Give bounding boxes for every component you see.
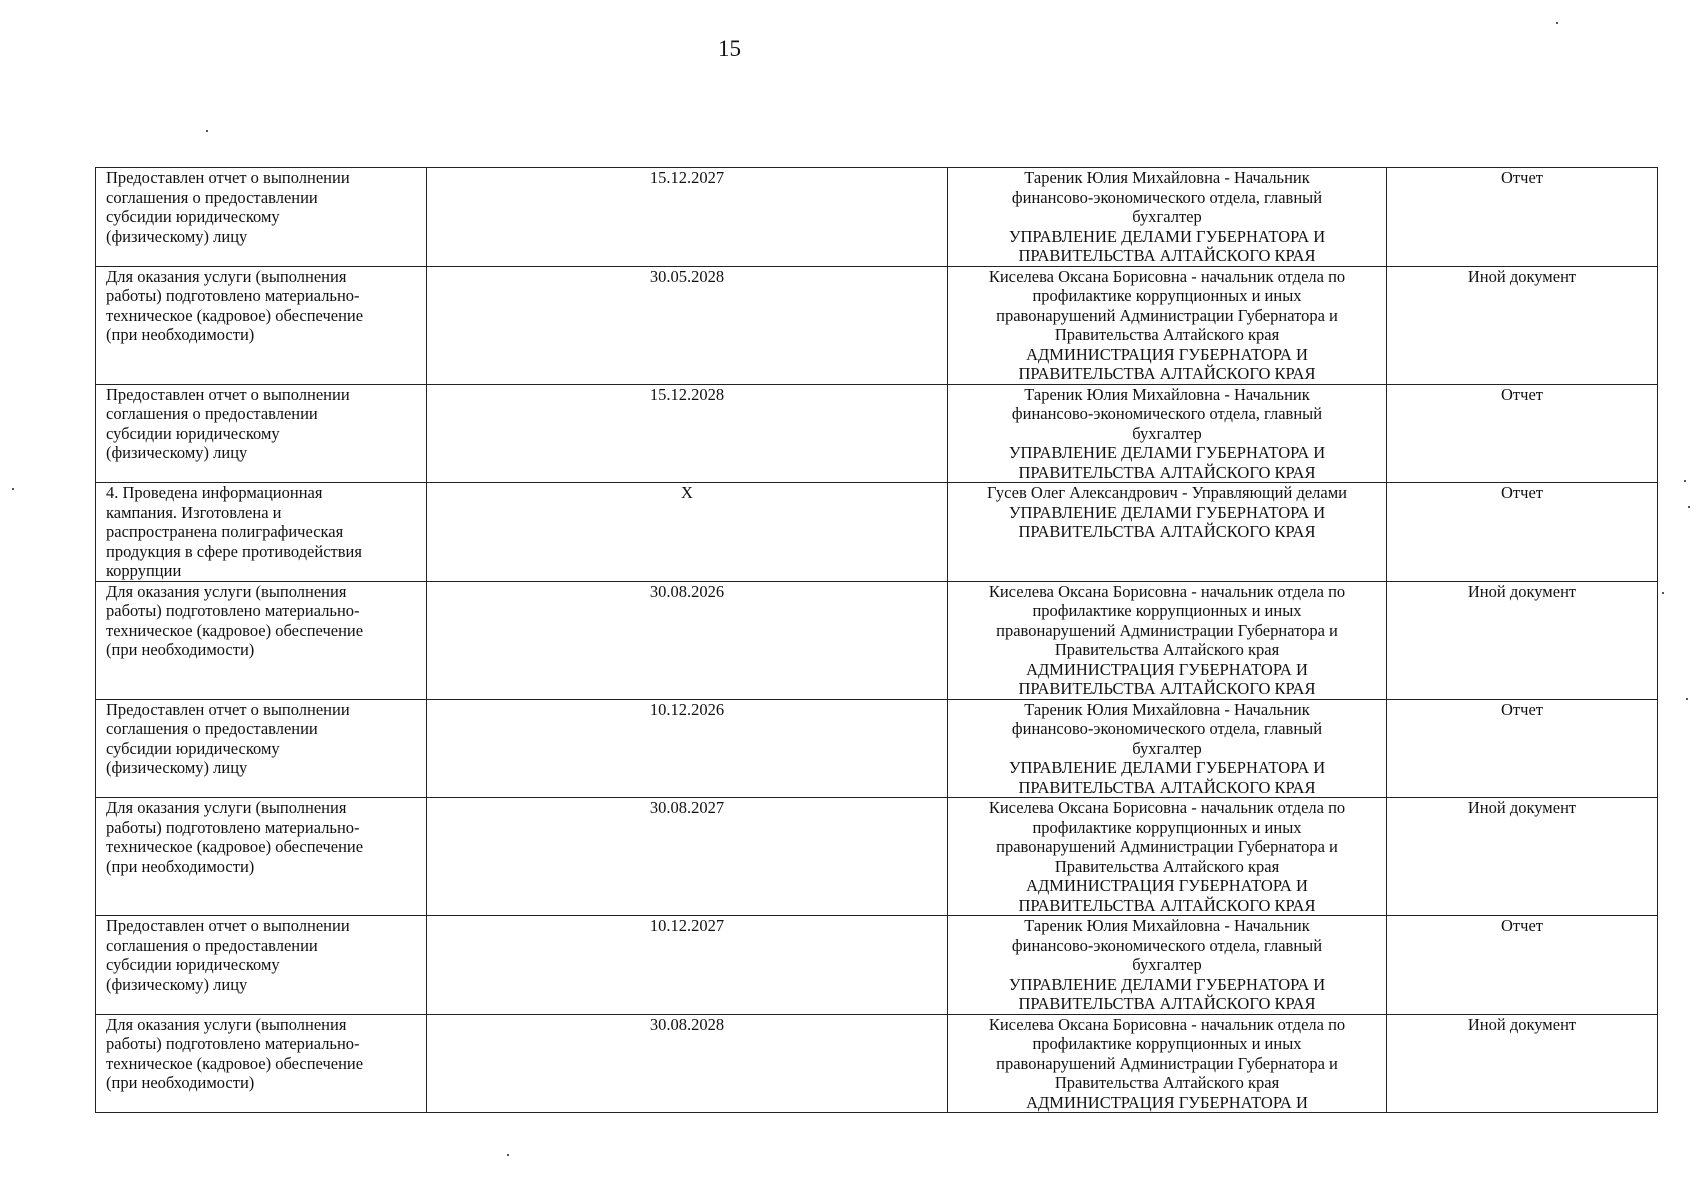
event-line: Предоставлен отчет о выполнении (106, 168, 350, 187)
document-type: Отчет (1501, 916, 1543, 935)
document-type-cell (1387, 916, 1658, 1015)
responsible-line: УПРАВЛЕНИЕ ДЕЛАМИ ГУБЕРНАТОРА И (1008, 758, 1326, 777)
event-line: соглашения о предоставлении (106, 187, 318, 207)
scan-speck (1688, 506, 1690, 508)
event-line: Предоставлен отчет о выполнении (106, 699, 350, 719)
event-line: продукция в сфере противодействия (106, 541, 362, 561)
date-cell (427, 168, 948, 267)
table-row (96, 699, 1658, 798)
event-line: соглашения о предоставлении (106, 935, 318, 955)
document-type-cell (1387, 384, 1658, 483)
event-line: субсидии юридическому (106, 738, 280, 758)
responsible-line: Киселева Оксана Борисовна - начальник отдела по (988, 581, 1346, 601)
responsible-line: Тареник Юлия Михайловна - Начальник (1024, 384, 1310, 404)
document-type-cell (1387, 168, 1658, 267)
document-type-cell (1387, 1014, 1658, 1113)
event-line: (физическому) лицу (106, 226, 248, 246)
responsible-line: ПРАВИТЕЛЬСТВА АЛТАЙСКОГО КРАЯ (1018, 364, 1316, 383)
event-line: Предоставлен отчет о выполнении (106, 384, 350, 404)
date-value: 30.05.2028 (649, 266, 725, 286)
responsible-line: Тареник Юлия Михайловна - Начальник (1024, 916, 1310, 935)
event-line: (физическому) лицу (106, 758, 248, 777)
responsible-line: Правительства Алтайского края (1054, 856, 1280, 876)
date-value: X (681, 483, 693, 502)
event-cell (96, 168, 427, 267)
document-type-cell (1387, 581, 1658, 699)
responsible-line: Киселева Оксана Борисовна - начальник отдела по (988, 266, 1346, 286)
responsible-line: ПРАВИТЕЛЬСТВА АЛТАЙСКОГО КРАЯ (1018, 679, 1316, 698)
table-row (96, 581, 1658, 699)
responsible-line: бухгалтер (1132, 955, 1202, 974)
responsible-cell (948, 916, 1387, 1015)
event-line: Для оказания услуги (выполнения (106, 581, 347, 601)
date-value: 30.08.2027 (649, 798, 725, 817)
date-cell (427, 581, 948, 699)
event-line: работы) подготовлено материально- (106, 601, 360, 620)
responsible-cell (948, 1014, 1387, 1113)
event-line: (физическому) лицу (106, 443, 248, 462)
responsible-line: Правительства Алтайского края (1054, 1073, 1280, 1092)
responsible-line: Правительства Алтайского края (1054, 640, 1280, 659)
date-value: 30.08.2026 (649, 581, 725, 601)
responsible-line: УПРАВЛЕНИЕ ДЕЛАМИ ГУБЕРНАТОРА И (1008, 443, 1326, 462)
responsible-line: ПРАВИТЕЛЬСТВА АЛТАЙСКОГО КРАЯ (1018, 777, 1316, 797)
document-type: Иной документ (1467, 581, 1577, 601)
responsible-cell (948, 384, 1387, 483)
responsible-line: профилактике коррупционных и иных (1032, 286, 1302, 305)
date-cell (427, 916, 948, 1015)
responsible-line: ПРАВИТЕЛЬСТВА АЛТАЙСКОГО КРАЯ (1018, 522, 1316, 541)
responsible-line: правонарушений Администрации Губернатора и (996, 1053, 1338, 1073)
document-type-cell (1387, 699, 1658, 798)
responsible-line: ПРАВИТЕЛЬСТВА АЛТАЙСКОГО КРАЯ (1018, 994, 1316, 1013)
event-cell (96, 1014, 427, 1113)
event-cell (96, 581, 427, 699)
event-line: соглашения о предоставлении (106, 404, 318, 423)
responsible-line: правонарушений Администрации Губернатора и (996, 837, 1338, 856)
responsible-line: правонарушений Администрации Губернатора и (996, 305, 1338, 325)
date-cell (427, 1014, 948, 1113)
event-line: Для оказания услуги (выполнения (106, 798, 347, 817)
document-type-cell (1387, 483, 1658, 582)
responsible-line: Гусев Олег Александрович - Управляющий делами (986, 483, 1347, 502)
responsible-line: профилактике коррупционных и иных (1032, 1034, 1302, 1053)
date-cell (427, 266, 948, 384)
table-row (96, 483, 1658, 582)
scan-speck (1686, 698, 1688, 700)
responsible-line: профилактике коррупционных и иных (1032, 817, 1302, 837)
table-row (96, 168, 1658, 267)
event-line: работы) подготовлено материально- (106, 817, 360, 837)
event-line: (при необходимости) (106, 325, 255, 344)
event-cell (96, 916, 427, 1015)
table-row (96, 916, 1658, 1015)
responsible-line: УПРАВЛЕНИЕ ДЕЛАМИ ГУБЕРНАТОРА И (1008, 502, 1326, 522)
event-line: субсидии юридическому (106, 207, 280, 226)
page-number: 15 (718, 36, 741, 61)
event-line: кампания. Изготовлена и (106, 502, 282, 522)
events-table-body (96, 168, 1658, 1113)
event-line: работы) подготовлено материально- (106, 286, 360, 305)
responsible-line: финансово-экономического отдела, главный (1011, 719, 1323, 738)
event-line: распространена полиграфическая (106, 522, 344, 541)
date-value: 15.12.2028 (649, 384, 725, 404)
document-type: Отчет (1501, 699, 1543, 719)
responsible-line: бухгалтер (1132, 207, 1202, 226)
date-cell (427, 798, 948, 916)
responsible-line: АДМИНИСТРАЦИЯ ГУБЕРНАТОРА И (1026, 1092, 1308, 1112)
responsible-cell (948, 168, 1387, 267)
responsible-line: ПРАВИТЕЛЬСТВА АЛТАЙСКОГО КРАЯ (1018, 895, 1316, 915)
responsible-line: ПРАВИТЕЛЬСТВА АЛТАЙСКОГО КРАЯ (1018, 246, 1316, 265)
responsible-line: Киселева Оксана Борисовна - начальник отдела по (988, 798, 1346, 817)
responsible-cell (948, 699, 1387, 798)
date-value: 10.12.2026 (649, 699, 725, 719)
responsible-line: правонарушений Администрации Губернатора и (996, 620, 1338, 640)
table-row (96, 384, 1658, 483)
responsible-line: Тареник Юлия Михайловна - Начальник (1024, 699, 1310, 719)
document-type-cell (1387, 266, 1658, 384)
document-type-cell (1387, 798, 1658, 916)
responsible-line: бухгалтер (1132, 423, 1202, 443)
date-cell (427, 483, 948, 582)
document-type: Иной документ (1467, 798, 1577, 817)
scan-speck (1556, 22, 1558, 24)
responsible-line: АДМИНИСТРАЦИЯ ГУБЕРНАТОРА И (1026, 876, 1308, 895)
responsible-line: бухгалтер (1132, 738, 1202, 758)
date-cell (427, 699, 948, 798)
scan-speck (507, 1154, 509, 1156)
responsible-line: Правительства Алтайского края (1054, 325, 1280, 344)
responsible-line: Тареник Юлия Михайловна - Начальник (1024, 168, 1310, 187)
document-type: Иной документ (1467, 266, 1577, 286)
date-value: 15.12.2027 (649, 168, 725, 187)
responsible-line: профилактике коррупционных и иных (1032, 601, 1302, 620)
scan-speck (206, 130, 208, 132)
event-line: техническое (кадровое) обеспечение (106, 1053, 364, 1073)
event-line: (при необходимости) (106, 640, 255, 659)
responsible-cell (948, 581, 1387, 699)
event-line: Для оказания услуги (выполнения (106, 266, 347, 286)
scan-speck (1662, 592, 1664, 594)
document-type: Иной документ (1467, 1014, 1577, 1034)
date-value: 10.12.2027 (649, 916, 725, 935)
responsible-cell (948, 266, 1387, 384)
responsible-cell (948, 798, 1387, 916)
event-line: (физическому) лицу (106, 974, 248, 994)
document-type: Отчет (1501, 168, 1543, 187)
event-line: техническое (кадровое) обеспечение (106, 305, 364, 325)
event-line: (при необходимости) (106, 1073, 255, 1092)
responsible-line: финансово-экономического отдела, главный (1011, 187, 1323, 207)
table-row (96, 1014, 1658, 1113)
date-value: 30.08.2028 (649, 1014, 725, 1034)
responsible-line: УПРАВЛЕНИЕ ДЕЛАМИ ГУБЕРНАТОРА И (1008, 226, 1326, 246)
event-line: Предоставлен отчет о выполнении (106, 916, 350, 935)
event-line: (при необходимости) (106, 856, 255, 876)
event-cell (96, 266, 427, 384)
table-row (96, 798, 1658, 916)
scan-speck (12, 488, 14, 490)
event-line: техническое (кадровое) обеспечение (106, 837, 364, 856)
responsible-line: ПРАВИТЕЛЬСТВА АЛТАЙСКОГО КРАЯ (1018, 462, 1316, 482)
event-cell (96, 699, 427, 798)
event-line: техническое (кадровое) обеспечение (106, 620, 364, 640)
responsible-line: Киселева Оксана Борисовна - начальник отдела по (988, 1014, 1346, 1034)
table-row (96, 266, 1658, 384)
date-cell (427, 384, 948, 483)
event-cell (96, 483, 427, 582)
event-line: соглашения о предоставлении (106, 719, 318, 738)
responsible-line: финансово-экономического отдела, главный (1011, 935, 1323, 955)
event-cell (96, 798, 427, 916)
responsible-line: АДМИНИСТРАЦИЯ ГУБЕРНАТОРА И (1026, 659, 1308, 679)
event-line: работы) подготовлено материально- (106, 1034, 360, 1053)
document-type: Отчет (1501, 483, 1543, 502)
event-cell (96, 384, 427, 483)
event-line: коррупции (106, 561, 182, 580)
event-line: субсидии юридическому (106, 955, 280, 974)
responsible-line: финансово-экономического отдела, главный (1011, 404, 1323, 423)
responsible-line: АДМИНИСТРАЦИЯ ГУБЕРНАТОРА И (1026, 344, 1308, 364)
event-line: 4. Проведена информационная (106, 483, 323, 502)
event-line: субсидии юридическому (106, 423, 280, 443)
events-table (95, 167, 1658, 1113)
scan-speck (1684, 480, 1686, 482)
responsible-cell (948, 483, 1387, 582)
event-line: Для оказания услуги (выполнения (106, 1014, 347, 1034)
document-type: Отчет (1501, 384, 1543, 404)
responsible-line: УПРАВЛЕНИЕ ДЕЛАМИ ГУБЕРНАТОРА И (1008, 974, 1326, 994)
